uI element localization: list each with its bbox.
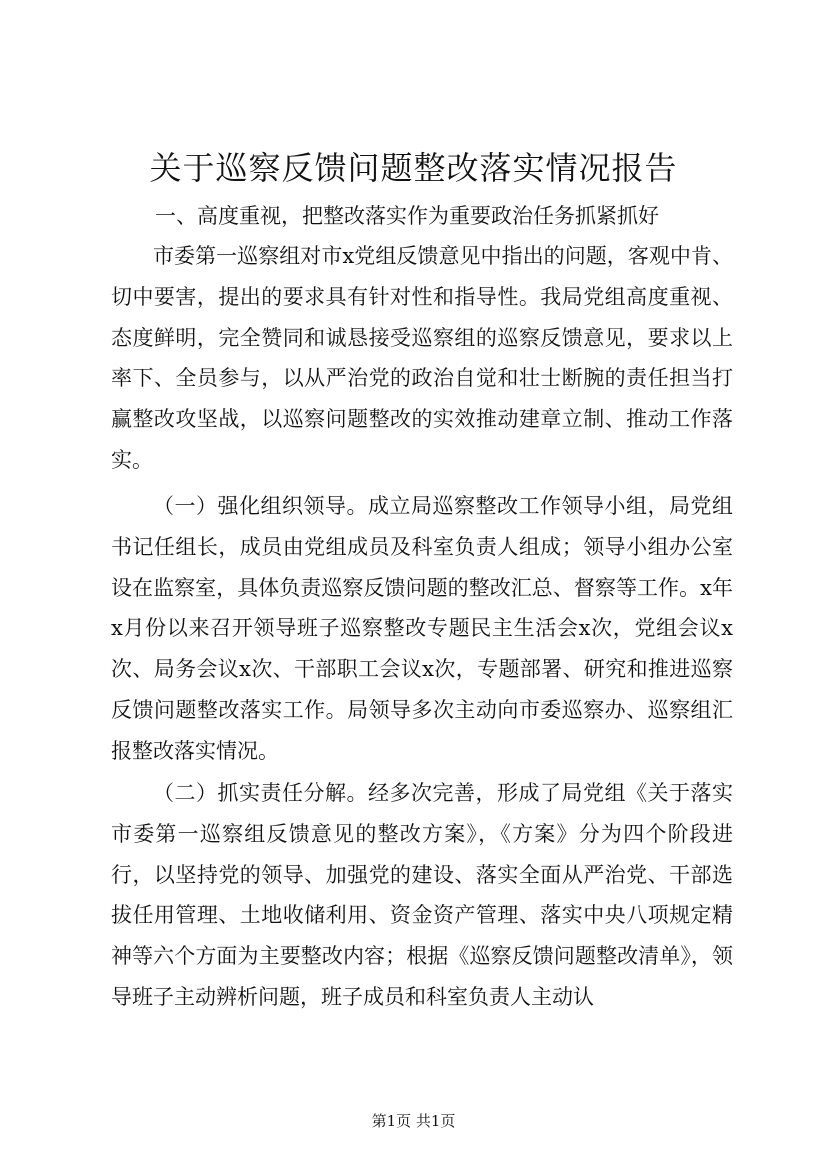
body-paragraph-2-container <box>111 486 733 772</box>
body-paragraph-1: 市委第一巡察组对市x党组反馈意见中指出的问题，客观中肯、切中要害，提出的要求具有针对性和指导性。我局党组高度重视、态度鲜明，完全赞同和诚恳接受巡察组的巡察反馈意见，要求以上率下、全员参与，以从严治党的政治自觉和壮士断腕的责任担当打赢整改攻坚战，以巡察问题整改的实效推动建章立制、推动工作落实。 <box>111 244 733 472</box>
body-paragraph-3: （二）抓实责任分解。经多次完善，形成了局党组《关于落实市委第一巡察组反馈意见的整改方案》，《方案》分为四个阶段进行，以坚持党的领导、加强党的建设、落实全面从严治党、干部选拔任用管理、土地收储利用、资金资产管理、落实中央八项规定精神等六个方面为主要整改内容；根据《巡察反馈问题整改清单》，领导班子主动辨析问题，班子成员和科室负责人主动认 <box>111 781 733 1009</box>
page-indicator: 第1页 共1页 <box>371 1112 456 1130</box>
body-paragraph-1-container <box>111 236 733 481</box>
body-paragraph-2: （一）强化组织领导。成立局巡察整改工作领导小组，局党组书记任组长，成员由党组成员及科室负责人组成；领导小组办公室设在监察室，具体负责巡察反馈问题的整改汇总、督察等工作。x年x月份以来召开领导班子巡察整改专题民主生活会x次，党组会议x次、局务会议x次、干部职工会议x次，专题部署、研究和推进巡察反馈问题整改落实工作。局领导多次主动向市委巡察办、巡察组汇报整改落实情况。 <box>111 494 733 763</box>
document-title: 关于巡察反馈问题整改落实情况报告 <box>149 149 678 187</box>
body-paragraph-3-container <box>111 773 733 1018</box>
section-heading: 一、高度重视，把整改落实作为重要政治任务抓紧抓好 <box>155 204 659 228</box>
